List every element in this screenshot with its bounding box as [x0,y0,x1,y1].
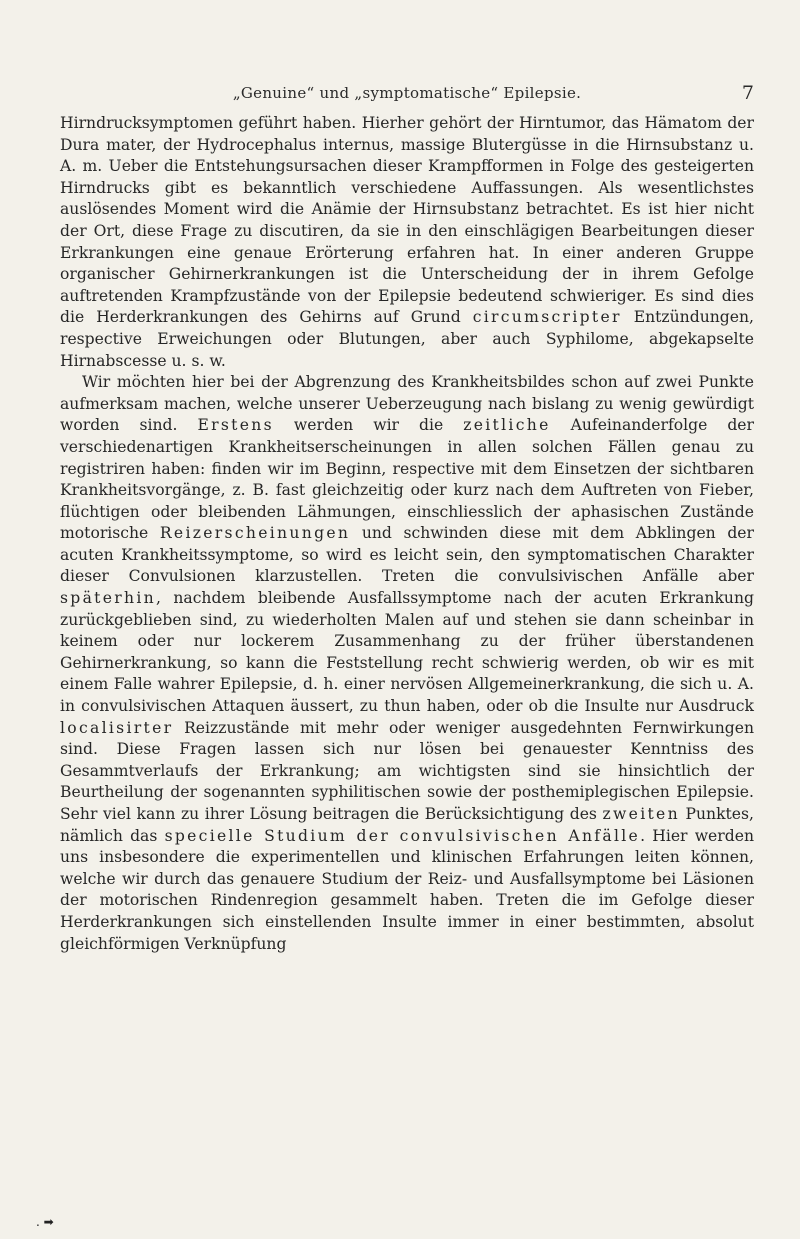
text-segment: Wir möchten hier bei der Abgrenzung des Krankheitsbildes schon auf zwei Punkte aufmerksam machen, welche unserer Ueberzeugung nach bislang zu wenig gewürdigt worden sind. [60,373,754,435]
paragraph-2 [60,372,754,955]
text-segment: Reizzustände mit mehr oder weniger ausgedehnten Fernwirkungen sind. Diese Fragen lassen sich nur lösen bei genauester Kenntniss des Gesammtverlaufs der Erkrankung; am wichtigsten sind sie hinsichtlich der Beurtheilung der sogenannten syphilitischen sowie der posthemiplegischen Epilepsie. Sehr viel kann zu ihrer Lösung beitragen die Berücksichtigung des [60,718,754,823]
text-segment: werden wir die [273,416,464,435]
text-segment: . Hier werden uns insbesondere die experimentellen und klinischen Erfahrungen leiten können, welche wir durch das genauere Studium der Reiz- und Ausfallsymptome bei Läsionen der motorischen Rindenregion gesammelt haben. Treten die im Gefolge dieser Herderkrankungen sich einstellenden Insulte immer in einer bestimmten, absolut gleichförmigen Verknüpfung [60,826,754,953]
spaced-emphasis: circumscripter [472,308,622,327]
text-segment: Punktes, nämlich das [60,805,754,845]
text-segment: , nachdem bleibende Ausfallssymptome nach der acuten Erkrankung zurückgeblieben sind, zu wiederholten Malen auf und stehen sie dann scheinbar in keinem oder nur lockerem Zusammenhang zu der früher überstandenen Gehirnerkrankung, so kann die Feststellung recht schwierig werden, ob wir es mit einem Falle wahrer Epilepsie, d. h. einer nervösen Allgemeinerkrankung, die sich u. A. in convulsivischen Attaquen äussert, zu thun haben, oder ob die Insulte nur Ausdruck [60,589,754,716]
page-number: 7 [741,82,754,104]
spaced-emphasis: localisirter [60,718,174,737]
spaced-emphasis: Reizerscheinungen [159,524,351,543]
running-title: „Genuine“ und „symptomatische“ Epilepsie. [232,84,582,102]
spaced-emphasis: specielle Studium der convulsivischen Anfälle [164,826,641,845]
spaced-emphasis: zweiten [602,805,680,823]
running-head [60,84,754,108]
margin-mark-icon: . ➡ [36,1215,54,1229]
text-segment: und schwinden diese mit dem Abklingen der acuten Krankheitssymptome, so wird es leicht sein, den symptomatischen Charakter dieser Convulsionen klarzustellen. Treten die convulsivischen Anfälle aber [60,524,754,586]
spaced-emphasis: späterhin [60,589,157,608]
body-text [60,113,754,955]
text-segment: Hirndrucksymptomen geführt haben. Hierher gehört der Hirntumor, das Hämatom der Dura mater, der Hydrocephalus internus, massige Blutergüsse in die Hirnsubstanz u. A. m. Ueber die Entstehungsursachen dieser Krampfformen in Folge des gesteigerten Hirndrucks gibt es bekanntlich verschiedene Auffassungen. Als wesentlichstes auslösendes Moment wird die Anämie der Hirnsubstanz betrachtet. Es ist hier nicht der Ort, diese Frage zu discutiren, da sie in den einschlägigen Bearbeitungen dieser Erkrankungen eine genaue Erörterung erfahren hat. In einer anderen Gruppe organischer Gehirnerkrankungen ist die Unterscheidung der in ihrem Gefolge auftretenden Krampfzustände von der Epilepsie bedeutend schwieriger. Es sind dies die Herderkrankungen des Gehirns auf Grund [60,114,754,327]
spaced-emphasis: Erstens [197,416,274,435]
paragraph-1 [60,113,754,372]
spaced-emphasis: zeitliche [463,416,551,435]
text-segment: Aufeinanderfolge der verschiedenartigen Krankheitserscheinungen in allen solchen Fällen genau zu registriren haben: finden wir im Beginn, respective mit dem Einsetzen der sichtbaren Krankheitsvorgänge, z. B. fast gleichzeitig oder kurz nach dem Auftreten von Fieber, flüchtigen oder bleibenden Lähmungen, einschliesslich der aphasischen Zustände motorische [60,416,754,543]
text-segment: Entzündungen, respective Erweichungen oder Blutungen, aber auch Syphilome, abgekapselte Hirnabscesse u. s. w. [60,308,755,370]
